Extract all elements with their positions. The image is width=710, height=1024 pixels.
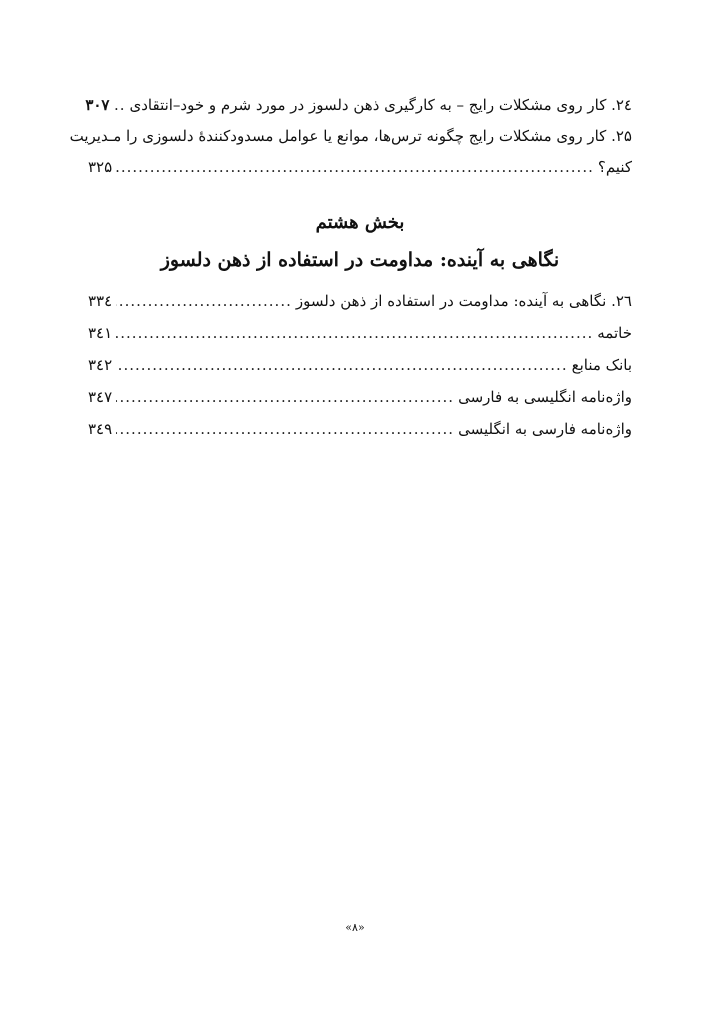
leader-dots [116,291,292,311]
toc-entry-title-line1: ۲۵. کار روی مشکلات رایج چگونه ترس‌ها، موانع یا عوامل مسدودکنندۀ دلسوزی را مـدیریت [69,127,632,145]
toc-entry-title: بانک منابع [571,356,632,374]
leader-dots [116,387,454,407]
toc-entry-title: ۲٦. نگاهی به آینده: مداومت در استفاده از ذهن دلسوز [295,292,632,310]
toc-entry-page: ۳٤۲ [88,356,113,374]
leader-dots [116,323,593,343]
toc-entry-glossary-en-fa [88,387,632,407]
toc-entry-page: ۳٤۹ [88,420,113,438]
toc-entry-page: ۳۲۵ [88,158,113,176]
toc-entry-26 [88,291,632,311]
toc-entry-page: ۳٤۷ [88,388,113,406]
leader-dots [116,419,454,439]
toc-entry-title: واژه‌نامه انگلیسی به فارسی [458,388,632,406]
toc-section-eight [88,291,632,439]
toc-entry-title: خاتمه [597,324,632,342]
toc-entry-24 [85,95,632,115]
toc-entry-page: ۳٤۱ [88,324,113,342]
toc-entry-title: ۲٤. کار روی مشکلات رایج – به کارگیری ذهن دلسوز در مورد شرم و خود–انتقادی [129,96,632,114]
part-title: نگاهی به آینده: مداومت در استفاده از ذهن دلسوز [160,249,560,271]
leader-dots [113,95,125,115]
leader-dots [116,355,567,375]
toc-entry-title-line2: کنیم؟ [597,158,632,176]
toc-entry-page: ۳۳٤ [88,292,113,310]
toc-entry-page: ۳۰۷ [85,96,110,114]
toc-entry-glossary-fa-en [88,419,632,439]
toc-entry-conclusion [88,323,632,343]
toc-entry-resources [88,355,632,375]
toc-section-seven-tail [69,95,632,177]
part-label: بخش هشتم [315,212,405,233]
leader-dots [116,157,594,177]
toc-entry-title: واژه‌نامه فارسی به انگلیسی [458,420,632,438]
page-number: «۸» [345,921,365,934]
toc-entry-25 [69,126,632,177]
